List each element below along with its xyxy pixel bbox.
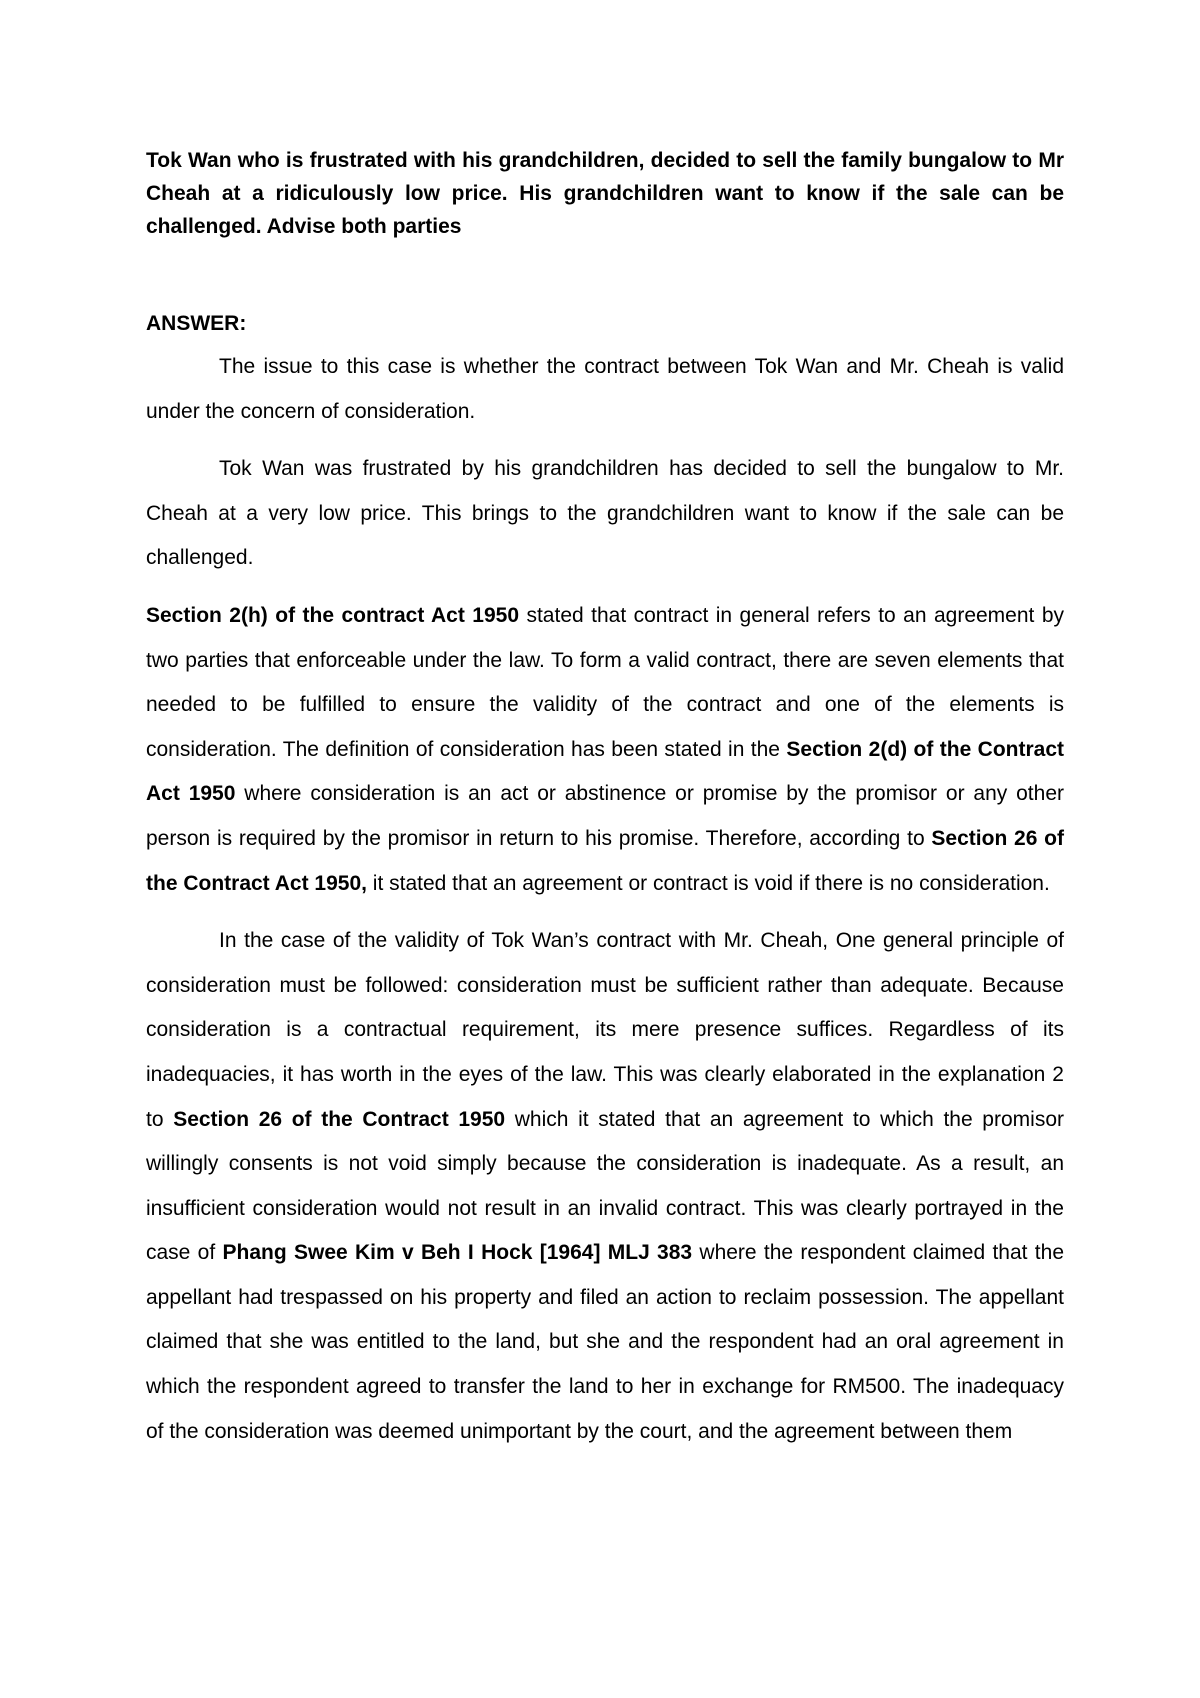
citation-section-2d: Section 2(d) of the Contract Act 1950 [146,737,1064,806]
paragraph-text: where consideration is an act or abstinence or promise by the promisor or any other person is required by the promisor in return to his promise. Therefore, according to [146,782,1064,850]
document-body [146,144,1064,1454]
paragraph-issue: The issue to this case is whether the contract between Tok Wan and Mr. Cheah is valid under the concern of consideration. [146,355,1064,423]
paragraph-law-consideration [146,594,1064,906]
paragraph-text: it stated that an agreement or contract is void if there is no consideration. [366,871,1050,895]
question-text: Tok Wan who is frustrated with his grandchildren, decided to sell the family bungalow to Mr Cheah at a ridiculously low price. His grandchildren want to know if the sale can be challenged. Advise both parties [146,149,1064,238]
paragraph-application [146,919,1064,1454]
paragraph-text: where the respondent claimed that the appellant had trespassed on his property and filed an action to reclaim possession. The appellant claimed that she was entitled to the land, but she and the respondent had an oral agreement in which the respondent agreed to transfer the land to her in exchange for RM500. The inadequacy of the consideration was deemed unimportant by the court, and the agreement between them [146,1241,1064,1443]
paragraph-text: stated that contract in general refers to an agreement by two parties that enforceable under the law. To form a valid contract, there are seven elements that needed to be fulfilled to ensure the validity of the contract and one of the elements is consideration. The definition of consideration has been stated in the [146,603,1065,761]
paragraph-text: which it stated that an agreement to which the promisor willingly consents is not void simply because the consideration is inadequate. As a result, an insufficient consideration would not result in an invalid contract. This was clearly portrayed in the case of [146,1107,1064,1265]
citation-section-2h: Section 2(h) of the contract Act 1950 [146,603,520,627]
citation-section-26-explanation: Section 26 of the Contract 1950 [173,1107,506,1131]
case-citation-phang-swee-kim: Phang Swee Kim v Beh I Hock [1964] MLJ 383 [222,1241,693,1265]
answer-heading: ANSWER: [146,312,247,335]
citation-section-26: Section 26 of the Contract Act 1950, [146,826,1064,895]
paragraph-text: In the case of the validity of Tok Wan’s contract with Mr. Cheah, One general principle of consideration must be followed: consideration must be sufficient rather than adequate. Because consideration is a contractual requirement, its mere presence suffices. Regardless of its inadequacies, it has worth in the eyes of the law. This was clearly elaborated in the explanation 2 to [146,929,1064,1131]
paragraph-facts: Tok Wan was frustrated by his grandchildren has decided to sell the bungalow to Mr. Cheah at a very low price. This brings to the grandchildren want to know if the sale can be challenged. [146,457,1064,570]
